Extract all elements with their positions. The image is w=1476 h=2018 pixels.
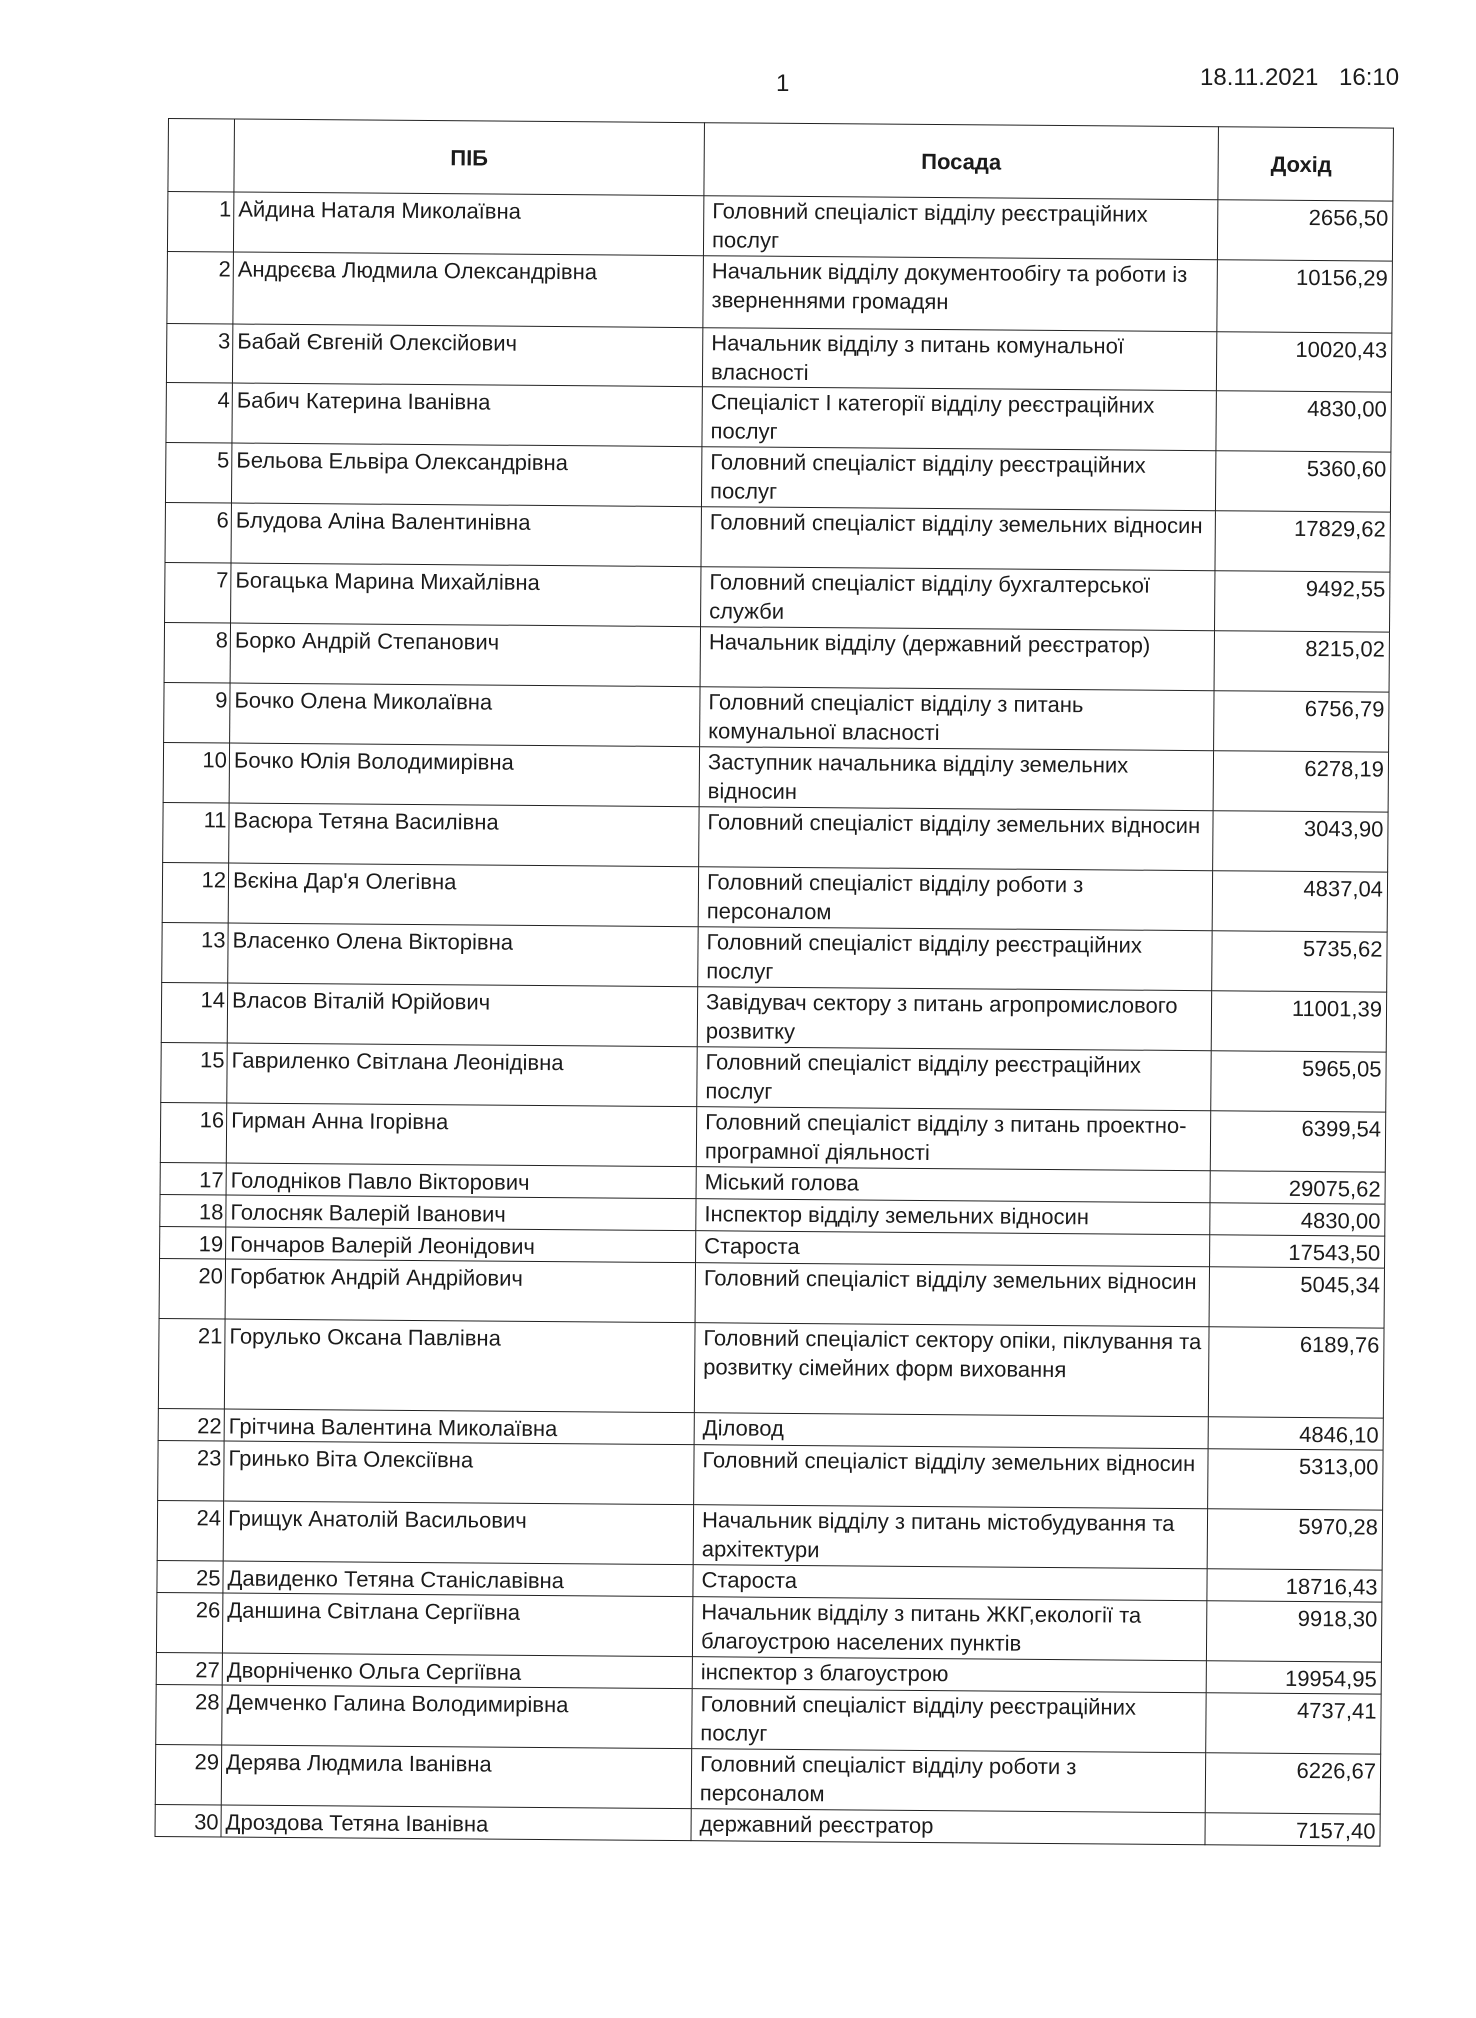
- row-number: 1: [167, 192, 233, 253]
- employee-name: Вєкіна Дар'я Олегівна: [228, 863, 698, 927]
- employee-position: Начальник відділу з питань комунальної власності: [702, 328, 1216, 391]
- employee-position: Міський голова: [696, 1167, 1210, 1203]
- employee-position: інспектор з благоустрою: [692, 1657, 1206, 1693]
- row-number: 29: [155, 1744, 221, 1805]
- row-number: 16: [160, 1102, 226, 1163]
- income-sheet: [154, 118, 1393, 1847]
- row-number: 20: [159, 1258, 225, 1319]
- employee-position: Головний спеціаліст відділу земельних відносин: [694, 1445, 1208, 1509]
- employee-income: 6399,54: [1210, 1111, 1385, 1172]
- row-number: 26: [156, 1592, 222, 1653]
- employee-position: державний реєстратор: [691, 1809, 1205, 1845]
- employee-position: Інспектор відділу земельних відносин: [696, 1199, 1210, 1235]
- employee-name: Бабай Євгеній Олексійович: [232, 324, 702, 387]
- employee-income: 4846,10: [1208, 1417, 1383, 1450]
- employee-income: 11001,39: [1211, 991, 1386, 1052]
- table-row: [164, 622, 1389, 692]
- header-position: Посада: [704, 123, 1219, 200]
- employee-name: Голодніков Павло Вікторович: [226, 1163, 696, 1199]
- employee-income: 19954,95: [1206, 1661, 1381, 1694]
- employee-name: Дроздова Тетяна Іванівна: [221, 1805, 691, 1841]
- employee-name: Бочко Юлія Володимирівна: [229, 743, 699, 807]
- row-number: 21: [158, 1318, 225, 1409]
- table-row: [156, 1684, 1381, 1754]
- employee-income: 6756,79: [1214, 691, 1389, 752]
- row-number: 17: [160, 1162, 226, 1195]
- employee-name: Блудова Аліна Валентинівна: [231, 503, 701, 567]
- employee-name: Айдина Наталя Миколаївна: [233, 192, 703, 256]
- employee-name: Гавриленко Світлана Леонідівна: [227, 1043, 697, 1107]
- employee-income: 18716,43: [1207, 1569, 1382, 1602]
- employee-name: Бочко Олена Миколаївна: [230, 683, 700, 747]
- table-row: [161, 982, 1386, 1052]
- employee-position: Головний спеціаліст відділу бухгалтерської служби: [701, 567, 1215, 631]
- employee-position: Начальник відділу документообігу та роботи із зверненнями громадян: [703, 256, 1218, 332]
- employee-income: 5045,34: [1209, 1267, 1384, 1328]
- row-number: 11: [163, 802, 229, 863]
- employee-income: 3043,90: [1213, 811, 1388, 872]
- row-number: 3: [166, 323, 232, 383]
- table-row: [164, 682, 1389, 752]
- employee-income: 5965,05: [1211, 1051, 1386, 1112]
- employee-position: Начальник відділу з питань містобудування та архітектури: [693, 1505, 1207, 1569]
- employee-income: 5313,00: [1208, 1449, 1383, 1510]
- table-row: [158, 1440, 1383, 1510]
- employee-name: Гончаров Валерій Леонідович: [226, 1227, 696, 1263]
- employee-position: Головний спеціаліст відділу роботи з персоналом: [698, 867, 1212, 931]
- employee-income: 9492,55: [1215, 571, 1390, 632]
- employee-position: Завідувач сектору з питань агропромислового розвитку: [697, 987, 1211, 1051]
- employee-name: Власов Віталій Юрійович: [227, 983, 697, 1047]
- table-row: [156, 1592, 1381, 1662]
- table-row: [162, 862, 1387, 932]
- row-number: 8: [164, 622, 230, 683]
- employee-name: Борко Андрій Степанович: [230, 623, 700, 687]
- table-row: [163, 742, 1388, 812]
- row-number: 13: [162, 922, 228, 983]
- employee-income: 8215,02: [1214, 631, 1389, 692]
- employee-name: Бабич Катерина Іванівна: [232, 383, 702, 447]
- employee-name: Гринько Віта Олексіївна: [224, 1441, 694, 1505]
- row-number: 14: [161, 982, 227, 1043]
- employee-name: Гирман Анна Ігорівна: [226, 1103, 696, 1167]
- employee-income: 4837,04: [1212, 871, 1387, 932]
- employee-name: Горбатюк Андрій Андрійович: [225, 1259, 695, 1323]
- employee-name: Бельова Ельвіра Олександрівна: [231, 443, 701, 507]
- employee-income: 5360,60: [1215, 451, 1390, 512]
- table-row: [160, 1102, 1385, 1172]
- row-number: 25: [157, 1560, 223, 1593]
- table-row: [165, 502, 1390, 572]
- employee-position: Начальник відділу (державний реєстратор): [700, 627, 1214, 691]
- row-number: 24: [157, 1500, 223, 1561]
- employee-position: Староста: [693, 1565, 1207, 1601]
- employee-income: 4737,41: [1206, 1693, 1381, 1754]
- header-name: ПІБ: [234, 119, 705, 196]
- row-number: 15: [161, 1042, 227, 1103]
- employee-name: Голосняк Валерій Іванович: [226, 1195, 696, 1231]
- employee-name: Андрєєва Людмила Олександрівна: [233, 252, 704, 328]
- table-row: [166, 323, 1391, 392]
- table-row: [162, 922, 1387, 992]
- employee-position: Головний спеціаліст відділу реєстраційних послуг: [692, 1689, 1206, 1753]
- employee-name: Дерява Людмила Іванівна: [221, 1745, 691, 1809]
- employee-position: Головний спеціаліст відділу земельних відносин: [701, 507, 1215, 571]
- page-number: 1: [776, 70, 790, 97]
- row-number: 7: [165, 562, 231, 623]
- employee-income: 2656,50: [1217, 200, 1392, 261]
- employee-name: Васюра Тетяна Василівна: [229, 803, 699, 867]
- employee-name: Дворніченко Ольга Сергіївна: [222, 1653, 692, 1689]
- table-row: [165, 562, 1390, 632]
- employee-income: 6226,67: [1205, 1753, 1380, 1814]
- row-number: 19: [160, 1226, 226, 1259]
- table-row: [161, 1042, 1386, 1112]
- header-income: Дохід: [1218, 127, 1394, 201]
- header-number: [168, 119, 235, 193]
- table-row: [158, 1318, 1384, 1418]
- employee-income: 5735,62: [1212, 931, 1387, 992]
- table-row: [163, 802, 1388, 872]
- employee-income: 6278,19: [1213, 751, 1388, 812]
- table-row: [166, 382, 1391, 452]
- row-number: 12: [162, 862, 228, 923]
- employee-position: Головний спеціаліст відділу реєстраційних послуг: [698, 927, 1212, 991]
- employee-income: 17543,50: [1210, 1235, 1385, 1268]
- employee-name: Грищук Анатолій Васильович: [223, 1501, 693, 1565]
- employee-position: Староста: [696, 1231, 1210, 1267]
- table-body: [155, 192, 1393, 1847]
- table-row: [167, 192, 1392, 262]
- employee-income: 10156,29: [1217, 260, 1393, 333]
- employee-name: Давиденко Тетяна Станіславівна: [223, 1561, 693, 1597]
- row-number: 2: [167, 251, 234, 324]
- employee-position: Головний спеціаліст відділу роботи з персоналом: [691, 1749, 1205, 1813]
- row-number: 23: [158, 1440, 224, 1501]
- employee-position: Головний спеціаліст відділу з питань проектно-програмної діяльності: [696, 1107, 1210, 1171]
- table-header-row: [168, 119, 1394, 202]
- employee-income: 4830,00: [1216, 391, 1391, 452]
- row-number: 9: [164, 682, 230, 743]
- employee-position: Головний спеціаліст відділу земельних відносин: [699, 807, 1213, 871]
- employee-position: Головний спеціаліст відділу з питань комунальної власності: [700, 687, 1214, 751]
- employee-income: 17829,62: [1215, 511, 1390, 572]
- row-number: 10: [163, 742, 229, 803]
- employee-position: Заступник начальника відділу земельних відносин: [699, 747, 1213, 811]
- employee-name: Власенко Олена Вікторівна: [228, 923, 698, 987]
- employee-position: Головний спеціаліст відділу реєстраційних послуг: [703, 196, 1217, 260]
- employee-income: 7157,40: [1205, 1813, 1380, 1846]
- row-number: 4: [166, 382, 232, 443]
- table-row: [159, 1258, 1384, 1328]
- employee-name: Демченко Галина Володимирівна: [222, 1685, 692, 1749]
- row-number: 27: [156, 1652, 222, 1685]
- employee-income: 5970,28: [1207, 1509, 1382, 1570]
- employee-position: Діловод: [694, 1413, 1208, 1449]
- employee-position: Головний спеціаліст відділу реєстраційних послуг: [697, 1047, 1211, 1111]
- employee-name: Горулько Оксана Павлівна: [224, 1319, 695, 1413]
- employee-name: Грітчина Валентина Миколаївна: [224, 1409, 694, 1445]
- employee-position: Спеціаліст І категорії відділу реєстраційних послуг: [702, 387, 1216, 451]
- table-row: [157, 1500, 1382, 1570]
- table-row: [155, 1744, 1380, 1814]
- employee-name: Даншина Світлана Сергіївна: [222, 1593, 692, 1657]
- row-number: 18: [160, 1194, 226, 1227]
- employee-position: Начальник відділу з питань ЖКГ,екології та благоустрою населених пунктів: [692, 1597, 1206, 1661]
- employee-position: Головний спеціаліст відділу реєстраційних послуг: [701, 447, 1215, 511]
- table-row: [165, 442, 1390, 512]
- employee-income: 10020,43: [1216, 332, 1391, 392]
- employee-position: Головний спеціаліст відділу земельних відносин: [695, 1263, 1209, 1327]
- employee-income: 6189,76: [1208, 1327, 1384, 1418]
- row-number: 6: [165, 502, 231, 563]
- row-number: 5: [165, 442, 231, 503]
- income-table: [154, 118, 1393, 1847]
- employee-income: 4830,00: [1210, 1203, 1385, 1236]
- table-row: [167, 251, 1393, 333]
- row-number: 22: [158, 1408, 224, 1441]
- row-number: 30: [155, 1804, 221, 1837]
- employee-position: Головний спеціаліст сектору опіки, піклування та розвитку сімейних форм виховання: [694, 1323, 1209, 1417]
- row-number: 28: [156, 1684, 222, 1745]
- employee-income: 9918,30: [1206, 1601, 1381, 1662]
- employee-name: Богацька Марина Михайлівна: [231, 563, 701, 627]
- employee-income: 29075,62: [1210, 1171, 1385, 1204]
- print-date: 18.11.2021 16:10: [1200, 64, 1400, 91]
